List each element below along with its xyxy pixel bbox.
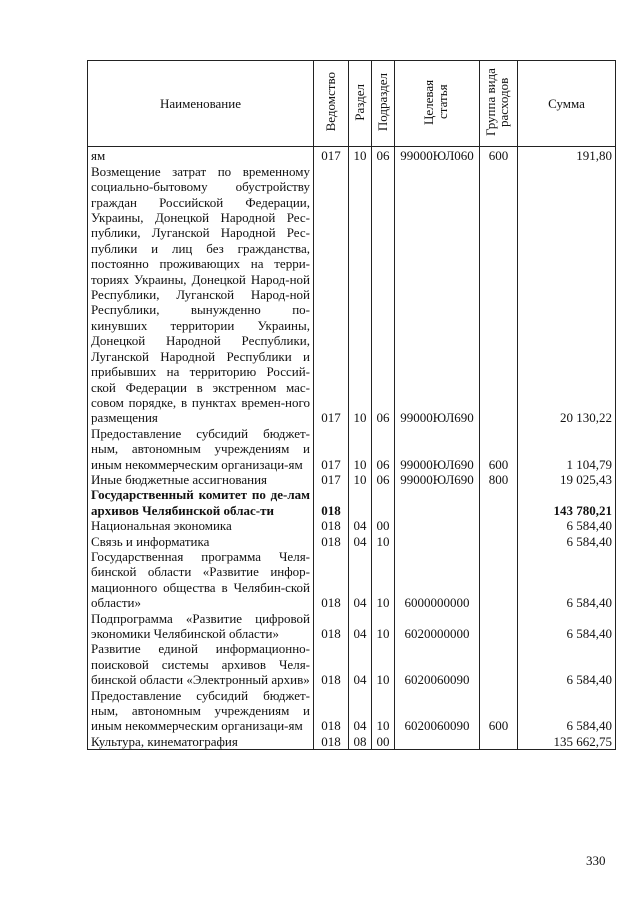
cell-podrazdel: 06 <box>372 164 395 426</box>
cell-gruppa: 600 <box>480 688 518 734</box>
header-celevaya-label: Целевая статья <box>421 79 450 125</box>
cell-name: Государственная программа Челя-бинской области «Развитие инфор-мационного общества в Челябин-ской области» <box>88 549 314 611</box>
table-row <box>88 472 616 487</box>
cell-podrazdel: 10 <box>372 641 395 687</box>
cell-celevaya: 6020000000 <box>395 611 480 642</box>
cell-summa: 191,80 <box>518 147 616 164</box>
cell-celevaya: 99000ЮЛ690 <box>395 164 480 426</box>
table-row <box>88 534 616 549</box>
header-podrazdel-label: Подраздел <box>375 72 390 132</box>
cell-gruppa: 600 <box>480 147 518 164</box>
table-row <box>88 688 616 734</box>
cell-podrazdel: 06 <box>372 426 395 472</box>
table-row <box>88 518 616 533</box>
table-row <box>88 549 616 611</box>
cell-podrazdel: 00 <box>372 518 395 533</box>
header-summa: Сумма <box>518 61 616 147</box>
header-razdel <box>349 61 372 147</box>
cell-vedomstvo: 018 <box>314 534 349 549</box>
cell-razdel: 10 <box>349 164 372 426</box>
cell-gruppa: 800 <box>480 472 518 487</box>
cell-vedomstvo: 018 <box>314 641 349 687</box>
cell-summa: 135 662,75 <box>518 734 616 750</box>
header-razdel-label: Раздел <box>352 83 367 121</box>
cell-podrazdel: 06 <box>372 147 395 164</box>
cell-vedomstvo: 018 <box>314 688 349 734</box>
page-number: 330 <box>586 853 606 868</box>
cell-name: ям <box>88 147 314 164</box>
cell-razdel: 04 <box>349 611 372 642</box>
cell-celevaya: 99000ЮЛ060 <box>395 147 480 164</box>
header-celevaya <box>395 61 480 147</box>
cell-gruppa <box>480 164 518 426</box>
cell-vedomstvo: 017 <box>314 147 349 164</box>
table-row <box>88 487 616 518</box>
cell-summa: 6 584,40 <box>518 534 616 549</box>
budget-table <box>87 60 616 750</box>
cell-name: Предоставление субсидий бюджет-ным, автономным учреждениям и иным некоммерческим организаци-ям <box>88 426 314 472</box>
cell-razdel: 08 <box>349 734 372 750</box>
header-name: Наименование <box>88 61 314 147</box>
cell-razdel: 10 <box>349 426 372 472</box>
cell-celevaya: 99000ЮЛ690 <box>395 472 480 487</box>
table-row <box>88 641 616 687</box>
cell-podrazdel: 10 <box>372 611 395 642</box>
cell-gruppa <box>480 611 518 642</box>
cell-gruppa <box>480 734 518 750</box>
cell-summa: 1 104,79 <box>518 426 616 472</box>
cell-razdel: 10 <box>349 147 372 164</box>
table-header-row <box>88 61 616 147</box>
header-vedomstvo-label: Ведомство <box>323 72 338 132</box>
cell-razdel: 04 <box>349 518 372 533</box>
cell-celevaya <box>395 487 480 518</box>
table-row <box>88 426 616 472</box>
table-row <box>88 734 616 750</box>
cell-gruppa: 600 <box>480 426 518 472</box>
cell-name: Национальная экономика <box>88 518 314 533</box>
cell-gruppa <box>480 549 518 611</box>
cell-summa: 6 584,40 <box>518 518 616 533</box>
cell-gruppa <box>480 641 518 687</box>
cell-vedomstvo: 018 <box>314 734 349 750</box>
cell-vedomstvo: 018 <box>314 487 349 518</box>
cell-celevaya: 6000000000 <box>395 549 480 611</box>
cell-vedomstvo: 018 <box>314 549 349 611</box>
cell-vedomstvo: 017 <box>314 472 349 487</box>
cell-razdel: 04 <box>349 534 372 549</box>
cell-name: Государственный комитет по де-лам архивов Челябинской облас-ти <box>88 487 314 518</box>
cell-podrazdel: 10 <box>372 549 395 611</box>
cell-summa: 6 584,40 <box>518 549 616 611</box>
cell-celevaya <box>395 534 480 549</box>
cell-name: Культура, кинематография <box>88 734 314 750</box>
table-row <box>88 611 616 642</box>
cell-razdel: 10 <box>349 472 372 487</box>
cell-celevaya: 6020060090 <box>395 641 480 687</box>
table-row <box>88 147 616 164</box>
cell-gruppa <box>480 518 518 533</box>
cell-name: Иные бюджетные ассигнования <box>88 472 314 487</box>
cell-summa: 6 584,40 <box>518 688 616 734</box>
table-body <box>88 147 616 750</box>
header-podrazdel <box>372 61 395 147</box>
header-vedomstvo <box>314 61 349 147</box>
cell-summa: 19 025,43 <box>518 472 616 487</box>
cell-podrazdel: 00 <box>372 734 395 750</box>
cell-summa: 143 780,21 <box>518 487 616 518</box>
cell-vedomstvo: 018 <box>314 518 349 533</box>
cell-razdel: 04 <box>349 688 372 734</box>
cell-celevaya <box>395 518 480 533</box>
cell-summa: 6 584,40 <box>518 611 616 642</box>
cell-razdel: 04 <box>349 549 372 611</box>
header-gruppa <box>480 61 518 147</box>
cell-podrazdel: 10 <box>372 688 395 734</box>
cell-gruppa <box>480 534 518 549</box>
header-gruppa-label: Группа вида расходов <box>482 68 511 136</box>
cell-celevaya: 6020060090 <box>395 688 480 734</box>
cell-vedomstvo: 017 <box>314 164 349 426</box>
cell-celevaya: 99000ЮЛ690 <box>395 426 480 472</box>
cell-name: Предоставление субсидий бюджет-ным, автономным учреждениям и иным некоммерческим организаци-ям <box>88 688 314 734</box>
cell-gruppa <box>480 487 518 518</box>
cell-summa: 6 584,40 <box>518 641 616 687</box>
cell-vedomstvo: 017 <box>314 426 349 472</box>
cell-podrazdel <box>372 487 395 518</box>
table-row <box>88 164 616 426</box>
cell-name: Подпрограмма «Развитие цифровой экономики Челябинской области» <box>88 611 314 642</box>
cell-summa: 20 130,22 <box>518 164 616 426</box>
cell-celevaya <box>395 734 480 750</box>
cell-podrazdel: 10 <box>372 534 395 549</box>
cell-podrazdel: 06 <box>372 472 395 487</box>
cell-name: Развитие единой информационно-поисковой системы архивов Челя-бинской области «Электронный архив» <box>88 641 314 687</box>
cell-razdel <box>349 487 372 518</box>
cell-vedomstvo: 018 <box>314 611 349 642</box>
cell-razdel: 04 <box>349 641 372 687</box>
cell-name: Связь и информатика <box>88 534 314 549</box>
cell-name: Возмещение затрат по временному социально-бытовому обустройству граждан Российской Федерации, Украины, Донецкой Народной Рес-публики, Луганской Народной Рес-публики и лиц без гражданства, постоянно проживающих на терри-ториях Украины, Донецкой Народ-ной Республики, Луганской Народ-ной Республики, вынужденно по-кинувших территории Украины, Донецкой Народной Республики, Луганской Народной Республики и прибывших на территорию Россий-ской Федерации в экстренном мас-совом порядке, в пунктах времен-ного размещения <box>88 164 314 426</box>
